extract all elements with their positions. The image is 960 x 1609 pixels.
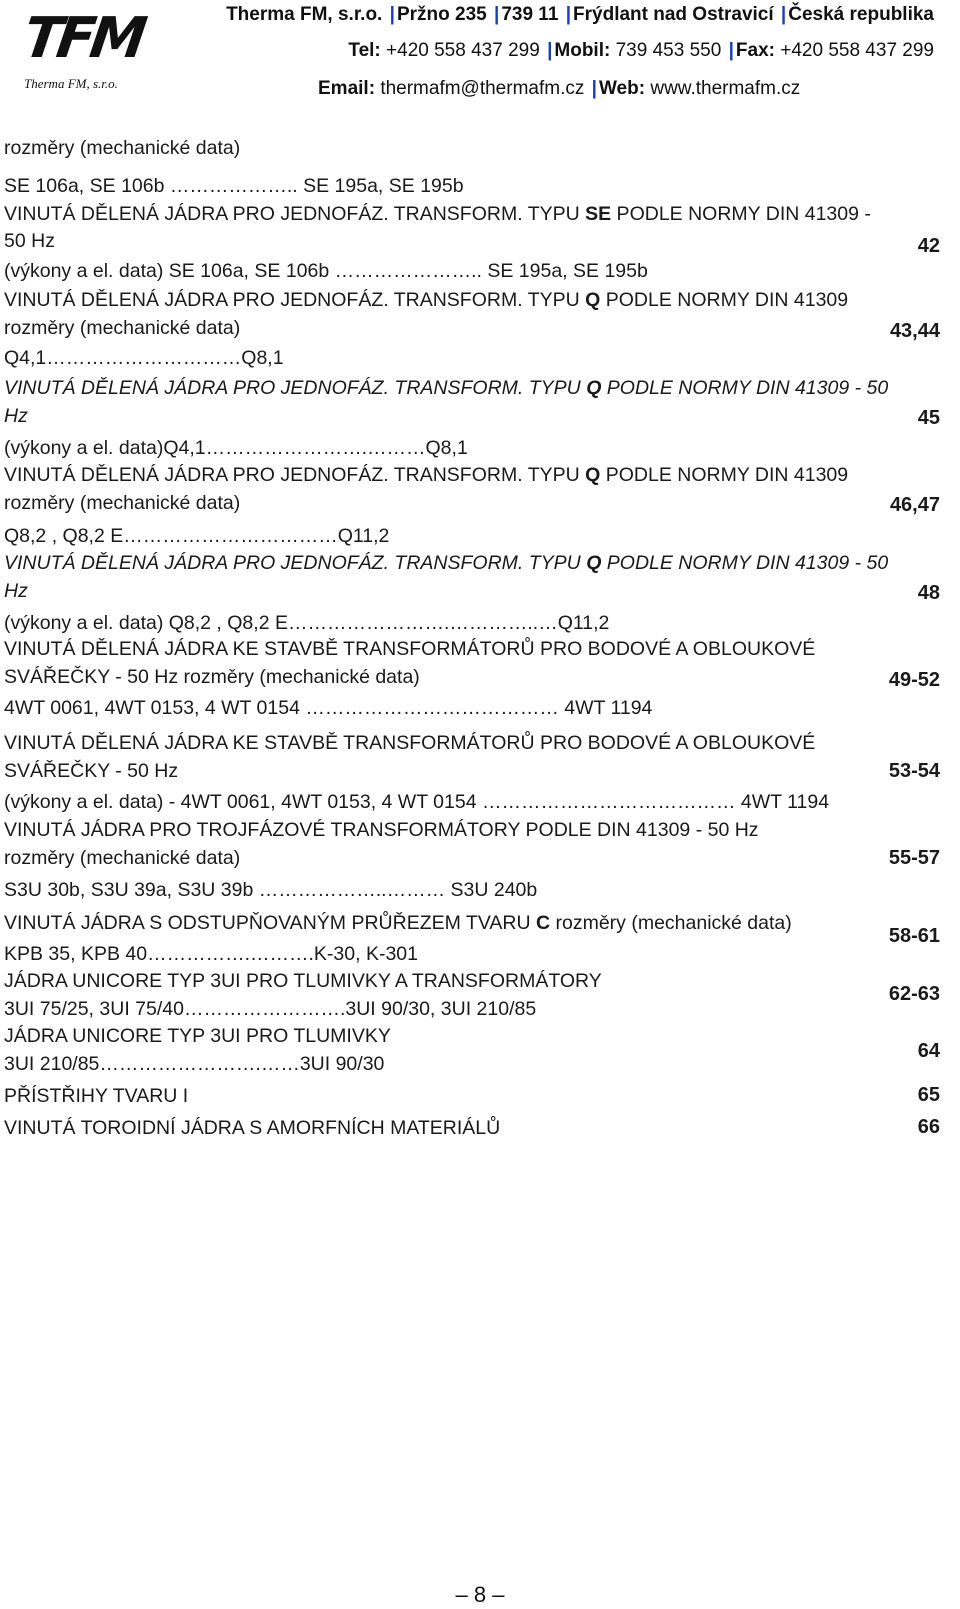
toc-line: VINUTÁ TOROIDNÍ JÁDRA S AMORFNÍCH MATERIÁLŮ	[4, 1117, 501, 1139]
toc-line: JÁDRA UNICORE TYP 3UI PRO TLUMIVKY	[4, 1025, 391, 1047]
contact-line: Email: thermafm@thermafm.cz | Web: www.thermafm.cz	[318, 78, 801, 99]
toc-line: Hz	[4, 580, 28, 602]
page-number: 55-57	[888, 847, 940, 869]
email-link[interactable]: thermafm@thermafm.cz	[380, 78, 585, 99]
page-number: 43,44	[889, 320, 940, 342]
web-link[interactable]: www.thermafm.cz	[650, 78, 801, 99]
toc-line: rozměry (mechanické data)	[4, 492, 241, 514]
toc-line: VINUTÁ DĚLENÁ JÁDRA KE STAVBĚ TRANSFORMÁTORŮ PRO BODOVÉ A OBLOUKOVÉ	[4, 732, 816, 754]
toc-line: Hz	[4, 405, 28, 427]
page-number: 64	[917, 1040, 940, 1062]
page-number: 42	[917, 235, 940, 257]
zip: 739 11	[501, 4, 559, 25]
toc-line: VINUTÁ DĚLENÁ JÁDRA PRO JEDNOFÁZ. TRANSFORM. TYPU Q PODLE NORMY DIN 41309 - 50	[4, 377, 889, 399]
toc-line: VINUTÁ DĚLENÁ JÁDRA PRO JEDNOFÁZ. TRANSFORM. TYPU Q PODLE NORMY DIN 41309	[4, 289, 849, 311]
page-footer-number: – 8 –	[455, 1582, 505, 1607]
toc-line: VINUTÁ DĚLENÁ JÁDRA PRO JEDNOFÁZ. TRANSFORM. TYPU Q PODLE NORMY DIN 41309	[4, 464, 849, 486]
logo-caption: Therma FM, s.r.o.	[24, 76, 118, 91]
page-number: 62-63	[888, 983, 940, 1005]
toc-line: Q8,2 , Q8,2 E……………………………Q11,2	[4, 525, 390, 547]
toc-line: 3UI 210/85…………………….……3UI 90/30	[4, 1053, 385, 1075]
page-number: 48	[917, 582, 940, 604]
toc-line: VINUTÁ JÁDRA S ODSTUPŇOVANÝM PRŮŘEZEM TVARU C rozměry (mechanické data)	[4, 912, 792, 934]
toc-line: S3U 30b, S3U 39a, S3U 39b ………………..……… S3U 240b	[4, 879, 538, 901]
toc-line: 4WT 0061, 4WT 0153, 4 WT 0154 ………………………………… 4WT 1194	[4, 697, 653, 719]
mobil-label: Mobil:	[554, 40, 611, 61]
tel-label: Tel:	[348, 40, 381, 61]
toc-line: rozměry (mechanické data)	[4, 317, 241, 339]
country: Česká republika	[788, 4, 934, 25]
city: Frýdlant nad Ostravicí	[573, 4, 774, 25]
toc-line: VINUTÁ DĚLENÁ JÁDRA PRO JEDNOFÁZ. TRANSFORM. TYPU Q PODLE NORMY DIN 41309 - 50	[4, 552, 889, 574]
company-name: Therma FM, s.r.o.	[226, 4, 383, 25]
tel-value: +420 558 437 299	[386, 40, 540, 61]
toc-line: (výkony a el. data) - 4WT 0061, 4WT 0153, 4 WT 0154 ………………………………… 4WT 1194	[4, 791, 830, 813]
fax-label: Fax:	[735, 40, 775, 61]
toc-line: SVÁŘEČKY - 50 Hz	[4, 760, 179, 782]
fax-value: +420 558 437 299	[780, 40, 934, 61]
web-label: Web:	[598, 78, 646, 99]
toc-line: KPB 35, KPB 40…………….……….K-30, K-301	[4, 943, 418, 965]
toc-line: JÁDRA UNICORE TYP 3UI PRO TLUMIVKY A TRANSFORMÁTORY	[4, 970, 602, 992]
page-number: 53-54	[888, 760, 940, 782]
address-line: Therma FM, s.r.o. | Pržno 235 | 739 11 | Frýdlant nad Ostravicí | Česká republika	[226, 4, 934, 25]
toc-line: VINUTÁ DĚLENÁ JÁDRA KE STAVBĚ TRANSFORMÁTORŮ PRO BODOVÉ A OBLOUKOVÉ	[4, 638, 816, 660]
toc-line: PŘÍSTŘIHY TVARU I	[4, 1085, 189, 1107]
logo-mark: TFM	[19, 6, 146, 71]
toc-line: 50 Hz	[4, 230, 55, 252]
toc-line: (výkony a el. data)Q4,1…………………….………Q8,1	[4, 437, 468, 459]
page-number: 45	[917, 407, 940, 429]
toc-line: SVÁŘEČKY - 50 Hz rozměry (mechanické data)	[4, 666, 420, 688]
toc-line: (výkony a el. data) SE 106a, SE 106b ………………….. SE 195a, SE 195b	[4, 260, 648, 282]
page-number: 58-61	[888, 925, 940, 947]
toc-line: Q4,1…………………………Q8,1	[4, 347, 284, 369]
mobil-value: 739 453 550	[615, 40, 722, 61]
toc-line: rozměry (mechanické data)	[4, 847, 241, 869]
toc-line: SE 106a, SE 106b ……………….. SE 195a, SE 195b	[4, 175, 464, 197]
phone-line: Tel: +420 558 437 299 | Mobil: 739 453 550 | Fax: +420 558 437 299	[348, 40, 934, 61]
page-number: 49-52	[888, 669, 940, 691]
page-number: 65	[917, 1084, 940, 1106]
page-number: 46,47	[889, 494, 940, 516]
toc-line: 3UI 75/25, 3UI 75/40…………………….3UI 90/30, 3UI 210/85	[4, 998, 537, 1020]
email-label: Email:	[318, 78, 376, 99]
page-number: 66	[917, 1116, 940, 1138]
toc-line: VINUTÁ DĚLENÁ JÁDRA PRO JEDNOFÁZ. TRANSFORM. TYPU SE PODLE NORMY DIN 41309 -	[4, 203, 871, 225]
street: Pržno 235	[396, 4, 487, 25]
toc-line: VINUTÁ JÁDRA PRO TROJFÁZOVÉ TRANSFORMÁTORY PODLE DIN 41309 - 50 Hz	[4, 819, 759, 841]
toc-line: (výkony a el. data) Q8,2 , Q8,2 E…………………….…………..…Q11,2	[4, 612, 610, 634]
toc-line: rozměry (mechanické data)	[4, 137, 241, 159]
